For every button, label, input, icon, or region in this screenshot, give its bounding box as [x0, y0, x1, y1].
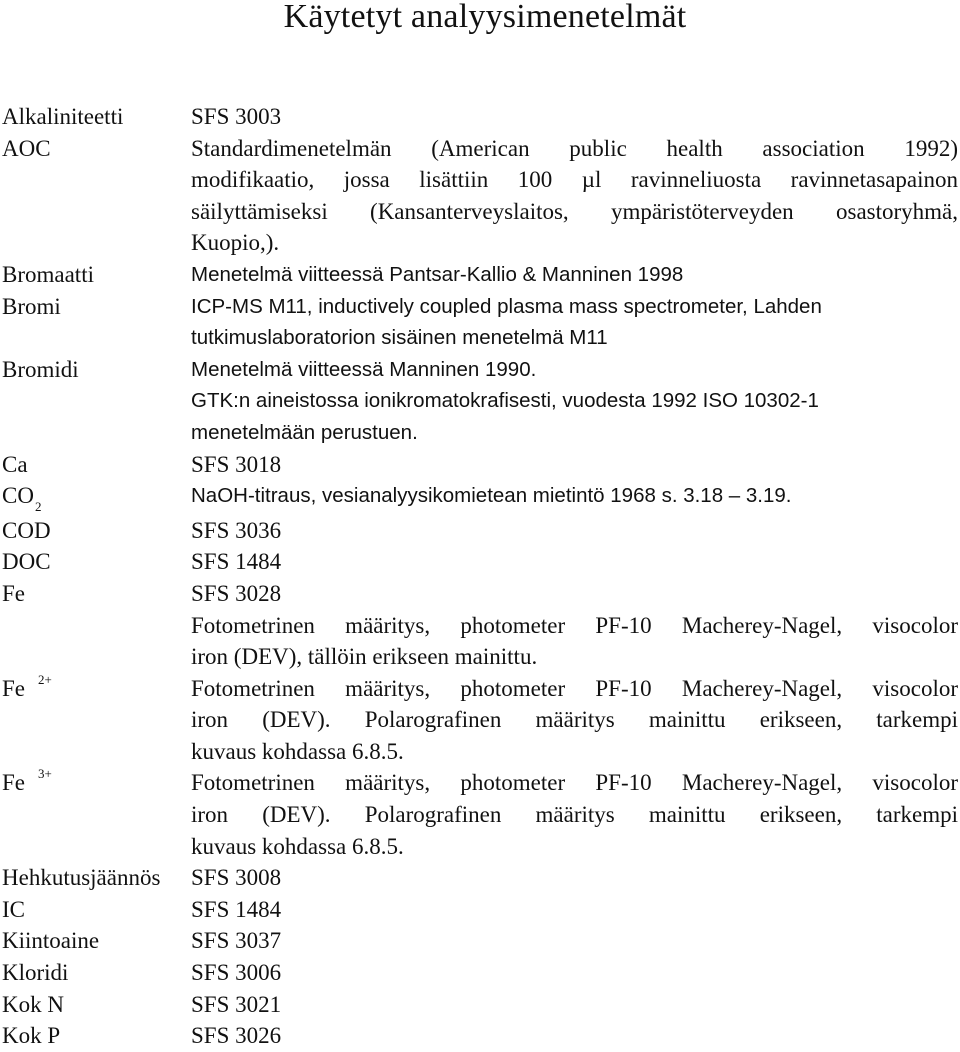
method-description: [191, 101, 958, 133]
method-term: Kok N: [2, 991, 64, 1017]
method-description-line: SFS 1484: [191, 549, 282, 575]
method-term: Hehkutusjäännös: [2, 865, 161, 891]
method-term: Fe: [2, 580, 25, 606]
method-row-kok-p: [2, 1020, 958, 1052]
method-term: Kok P: [2, 1023, 61, 1049]
method-description: [191, 449, 958, 481]
method-description-line: menetelmään perustuen.: [191, 420, 418, 444]
method-row-kiintoaine: [2, 925, 958, 957]
method-description: [191, 515, 958, 547]
method-description-line: SFS 3028: [191, 580, 282, 606]
method-term: Alkaliniteetti: [2, 104, 124, 129]
method-description: [191, 480, 958, 512]
method-description: [191, 673, 958, 768]
method-description-line: tutkimuslaboratorion sisäinen menetelmä M11: [191, 326, 608, 350]
method-description-line: iron (DEV). Polarografinen määritys mainittu erikseen, tarkempi: [191, 802, 958, 828]
method-description-line: Fotometrinen määritys, photometer PF-10 Macherey-Nagel, visocolor: [191, 612, 958, 638]
method-term-main: Fe: [2, 770, 25, 796]
method-term: COD: [2, 517, 51, 543]
method-description: [191, 767, 958, 862]
method-term: Bromaatti: [2, 261, 94, 287]
method-description: [191, 546, 958, 578]
method-row-co2: [2, 480, 958, 515]
method-description: [191, 133, 958, 259]
method-description-line: SFS 3021: [191, 991, 282, 1017]
method-term: [2, 767, 191, 802]
method-row-bromidi: [2, 354, 958, 449]
method-description-line: Fotometrinen määritys, photometer PF-10 Macherey-Nagel, visocolor: [191, 675, 958, 701]
method-row-ca: [2, 449, 958, 481]
method-term: Bromi: [2, 293, 61, 319]
method-description-line: säilyttämiseksi (Kansanterveyslaitos, ympäristöterveyden osastoryhmä,: [191, 198, 958, 224]
method-description: [191, 894, 958, 926]
method-row-fe3: [2, 767, 958, 862]
method-description: [191, 259, 958, 291]
method-term: Ca: [2, 451, 28, 477]
method-description-line: SFS 3003: [191, 104, 282, 129]
method-description-line: Fotometrinen määritys, photometer PF-10 Macherey-Nagel, visocolor: [191, 770, 958, 796]
page-title: Käytetyt analyysimenetelmät: [283, 0, 687, 35]
method-description-line: SFS 3008: [191, 865, 282, 891]
method-description-line: iron (DEV). Polarografinen määritys mainittu erikseen, tarkempi: [191, 707, 958, 733]
method-term: IC: [2, 896, 25, 922]
method-description: [191, 925, 958, 957]
method-description-line: SFS 3026: [191, 1023, 282, 1049]
method-description-line: SFS 1484: [191, 896, 282, 922]
method-description-line: Menetelmä viitteessä Manninen 1990.: [191, 357, 537, 381]
method-description-line: modifikaatio, jossa lisättiin 100 µl ravinneliuosta ravinnetasapainon: [191, 167, 958, 193]
method-term: DOC: [2, 549, 51, 575]
method-description-line: NaOH-titraus, vesianalyysikomietean mietintö 1968 s. 3.18 – 3.19.: [191, 484, 792, 508]
method-term-superscript: 2+: [38, 671, 52, 687]
method-description: [191, 1020, 958, 1052]
method-row-fe2: [2, 673, 958, 768]
method-description: [191, 354, 958, 449]
method-description-line: Standardimenetelmän (American public health association 1992): [191, 135, 958, 161]
method-row-kloridi: [2, 957, 958, 989]
method-row-bromaatti: [2, 259, 958, 291]
method-description-line: SFS 3036: [191, 517, 282, 543]
method-row-cod: [2, 515, 958, 547]
method-row-aoc: [2, 133, 958, 259]
method-description-line: Menetelmä viitteessä Pantsar-Kallio & Manninen 1998: [191, 262, 684, 286]
method-description-line: kuvaus kohdassa 6.8.5.: [191, 738, 404, 764]
method-row-hehkutusjaannos: [2, 862, 958, 894]
method-description-line: SFS 3037: [191, 928, 282, 954]
method-description-line: SFS 3018: [191, 451, 282, 477]
method-description-line: GTK:n aineistossa ionikromatokrafisesti, vuodesta 1992 ISO 10302-1: [191, 389, 819, 413]
method-description: [191, 291, 958, 354]
method-row-alkaliniteetti: [2, 101, 958, 133]
methods-list: [2, 101, 958, 1052]
method-description-line: Kuopio,).: [191, 230, 280, 256]
method-row-kok-n: [2, 989, 958, 1021]
method-description: [191, 957, 958, 989]
method-term-main: CO: [2, 483, 34, 509]
method-term: [2, 480, 191, 515]
method-description-line: ICP-MS M11, inductively coupled plasma mass spectrometer, Lahden: [191, 294, 822, 318]
method-description-line: iron (DEV), tällöin erikseen mainittu.: [191, 644, 538, 670]
method-description: [191, 989, 958, 1021]
method-term-superscript: 3+: [38, 766, 52, 782]
method-term: [2, 673, 191, 708]
method-row-ic: [2, 894, 958, 926]
method-term: Bromidi: [2, 356, 79, 382]
method-term-subscript: 2: [34, 499, 42, 515]
method-description: [191, 578, 958, 673]
method-term: Kiintoaine: [2, 928, 100, 954]
method-row-doc: [2, 546, 958, 578]
method-row-fe: [2, 578, 958, 673]
method-term: AOC: [2, 135, 51, 161]
method-term: Kloridi: [2, 960, 69, 986]
method-description-line: SFS 3006: [191, 960, 282, 986]
method-description-line: kuvaus kohdassa 6.8.5.: [191, 833, 404, 859]
method-row-bromi: [2, 291, 958, 354]
method-term-main: Fe: [2, 675, 25, 701]
method-description: [191, 862, 958, 894]
